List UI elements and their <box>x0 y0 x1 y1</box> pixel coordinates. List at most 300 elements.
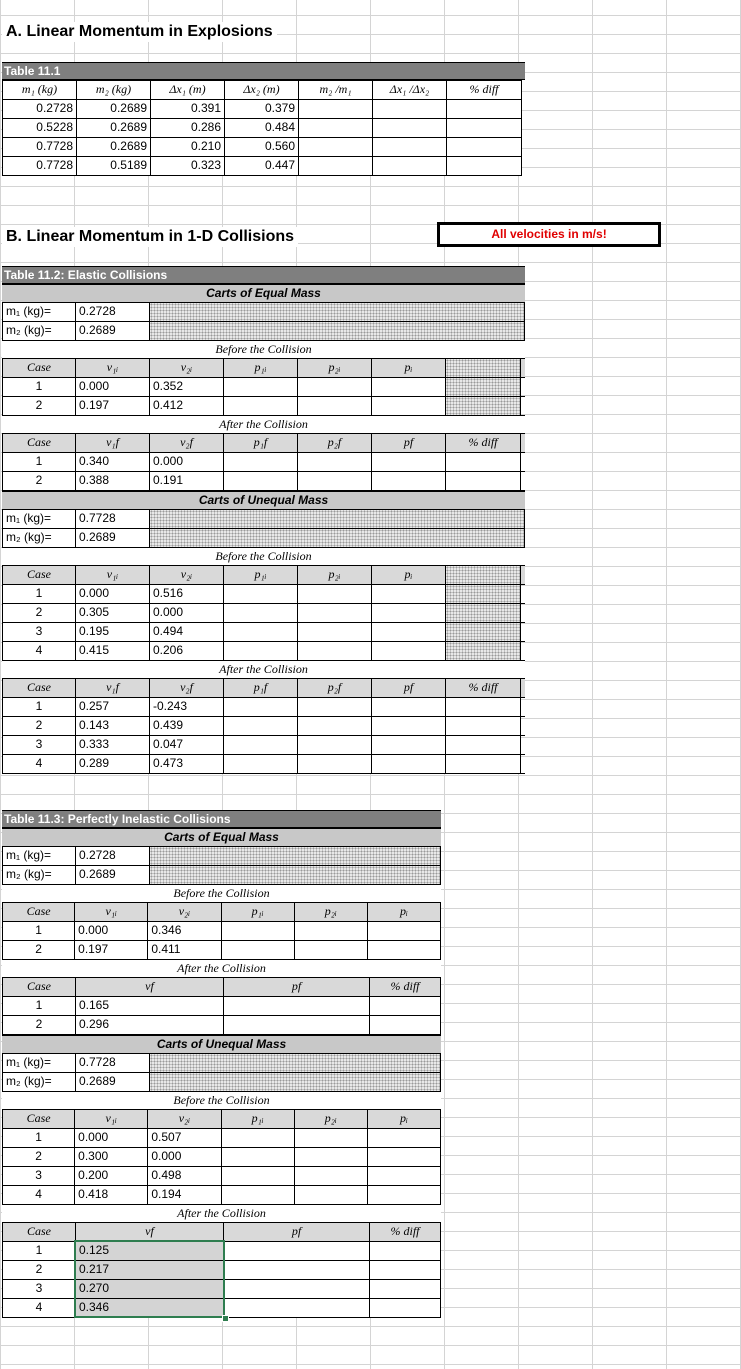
header-cell[interactable]: % diff <box>446 434 521 452</box>
empty-cell[interactable] <box>224 453 298 471</box>
mass-row <box>2 529 525 548</box>
empty-cell[interactable] <box>298 623 372 641</box>
data-cell[interactable]: 0.5189 <box>77 157 151 175</box>
empty-cell[interactable] <box>370 1016 441 1034</box>
case-cell[interactable]: 3 <box>2 1167 75 1185</box>
header-cell[interactable]: v₁ᵢ <box>76 359 150 377</box>
case-cell[interactable]: 4 <box>2 1299 76 1317</box>
data-cell[interactable]: 0.498 <box>148 1167 221 1185</box>
header-cell[interactable]: % diff <box>446 679 521 697</box>
hatched-cell <box>150 510 525 528</box>
empty-cell[interactable] <box>447 138 522 156</box>
after-collision-title: After the Collision <box>2 1205 441 1222</box>
data-cell[interactable]: 0.000 <box>148 1148 221 1166</box>
data-cell[interactable]: 0.7728 <box>3 138 77 156</box>
empty-cell[interactable] <box>372 378 446 396</box>
data-cell[interactable]: 0.439 <box>150 717 224 735</box>
empty-cell[interactable] <box>298 698 372 716</box>
data-cell[interactable]: 0.473 <box>150 755 224 773</box>
mass-label: m₁ (kg)= <box>2 303 76 321</box>
empty-cell[interactable] <box>372 623 446 641</box>
header-cell[interactable]: p₂ᵢ <box>295 903 368 921</box>
data-cell[interactable]: 0.305 <box>76 604 150 622</box>
empty-cell[interactable] <box>370 1261 441 1279</box>
empty-cell[interactable] <box>295 1148 368 1166</box>
data-cell[interactable]: 0.000 <box>76 378 150 396</box>
data-cell[interactable]: 0.516 <box>150 585 224 603</box>
mass-value[interactable]: 0.2728 <box>76 847 150 865</box>
header-cell[interactable]: p₁f <box>224 434 298 452</box>
empty-cell[interactable] <box>447 157 522 175</box>
hatched-cell <box>150 303 525 321</box>
mass-label: m₁ (kg)= <box>2 847 76 865</box>
case-cell[interactable]: 3 <box>2 736 76 754</box>
data-cell[interactable]: 0.195 <box>76 623 150 641</box>
header-cell[interactable]: m₁ (kg) <box>3 81 77 99</box>
header-cell[interactable]: vf <box>76 978 224 996</box>
mass-row <box>2 847 441 866</box>
data-cell[interactable]: 0.206 <box>150 642 224 660</box>
header-cell[interactable]: % diff <box>370 1223 441 1241</box>
hatched-cell <box>150 322 525 340</box>
empty-cell[interactable] <box>222 1186 295 1204</box>
table-row <box>2 997 441 1016</box>
table-row <box>3 100 522 119</box>
before-collision-title: Before the Collision <box>2 341 525 358</box>
data-cell[interactable]: 0.340 <box>76 453 150 471</box>
table-11-1 <box>2 80 522 176</box>
table-row <box>2 922 441 941</box>
data-cell[interactable]: 0.047 <box>150 736 224 754</box>
header-cell[interactable]: Case <box>2 679 76 697</box>
empty-cell[interactable] <box>368 922 441 940</box>
hatched-cell[interactable] <box>446 397 521 415</box>
header-cell[interactable]: Case <box>2 434 76 452</box>
empty-cell[interactable] <box>224 378 298 396</box>
empty-cell[interactable] <box>295 1167 368 1185</box>
before-collision-title: Before the Collision <box>2 1092 441 1109</box>
case-cell[interactable]: 2 <box>2 1148 75 1166</box>
data-cell[interactable]: 0.194 <box>148 1186 221 1204</box>
subsection-title: Carts of Unequal Mass <box>2 491 525 510</box>
header-cell[interactable]: v₂f <box>150 679 224 697</box>
header-cell[interactable]: p₁ᵢ <box>222 1110 295 1128</box>
empty-cell[interactable] <box>299 138 373 156</box>
empty-cell[interactable] <box>447 119 522 137</box>
empty-cell[interactable] <box>373 100 447 118</box>
data-cell[interactable]: 0.257 <box>76 698 150 716</box>
case-cell[interactable]: 2 <box>2 1261 76 1279</box>
header-cell[interactable]: Δx₁ /Δx₂ <box>373 81 447 99</box>
hatched-cell <box>150 1054 441 1072</box>
empty-cell[interactable] <box>295 1129 368 1147</box>
header-cell[interactable]: v₁ᵢ <box>76 566 150 584</box>
header-cell[interactable]: Case <box>2 1223 76 1241</box>
header-cell[interactable]: Case <box>2 903 75 921</box>
header-cell[interactable]: pf <box>372 679 446 697</box>
data-cell[interactable]: 0.323 <box>151 157 225 175</box>
hatched-cell[interactable] <box>446 623 521 641</box>
mass-label: m₁ (kg)= <box>2 1054 76 1072</box>
hatched-cell <box>150 1073 441 1091</box>
cell-selection-box[interactable] <box>74 1240 225 1318</box>
data-cell[interactable]: 0.507 <box>148 1129 221 1147</box>
empty-cell[interactable] <box>372 736 446 754</box>
hatched-cell[interactable] <box>446 604 521 622</box>
table-row <box>2 1167 441 1186</box>
table-row <box>2 1016 441 1035</box>
empty-cell[interactable] <box>373 157 447 175</box>
empty-cell[interactable] <box>370 997 441 1015</box>
case-cell[interactable]: 3 <box>2 623 76 641</box>
case-cell[interactable]: 2 <box>2 717 76 735</box>
mass-value[interactable]: 0.2689 <box>76 1073 150 1091</box>
header-cell[interactable]: p₁ᵢ <box>222 903 295 921</box>
hatched-cell <box>150 866 441 884</box>
data-cell[interactable]: 0.447 <box>225 157 299 175</box>
header-cell[interactable]: p₁f <box>224 679 298 697</box>
mass-value[interactable]: 0.2728 <box>76 303 150 321</box>
data-cell[interactable]: 0.200 <box>75 1167 148 1185</box>
after-collision-title: After the Collision <box>2 416 525 433</box>
data-cell[interactable]: 0.391 <box>151 100 225 118</box>
mass-row <box>2 1054 441 1073</box>
selected-cell[interactable]: 0.346 <box>76 1299 224 1317</box>
empty-cell[interactable] <box>446 698 521 716</box>
data-cell[interactable]: 0.296 <box>76 1016 224 1034</box>
empty-cell[interactable] <box>368 1186 441 1204</box>
header-cell[interactable]: p₂ᵢ <box>298 566 372 584</box>
header-cell[interactable]: Case <box>2 978 76 996</box>
data-cell[interactable]: 0.000 <box>75 922 148 940</box>
mass-value[interactable]: 0.2689 <box>76 322 150 340</box>
after-header-row <box>2 977 441 997</box>
empty-cell[interactable] <box>224 1016 370 1034</box>
hatched-cell <box>150 529 525 547</box>
data-cell[interactable]: 0.352 <box>150 378 224 396</box>
empty-cell[interactable] <box>299 100 373 118</box>
empty-cell[interactable] <box>222 1167 295 1185</box>
header-cell[interactable]: m₂ /m₁ <box>299 81 373 99</box>
empty-cell[interactable] <box>224 717 298 735</box>
header-cell[interactable]: v₁ᵢ <box>75 903 148 921</box>
empty-cell[interactable] <box>446 717 521 735</box>
header-cell[interactable]: pᵢ <box>372 359 446 377</box>
empty-cell[interactable] <box>368 941 441 959</box>
data-cell[interactable]: 0.388 <box>76 472 150 490</box>
empty-cell[interactable] <box>295 941 368 959</box>
empty-cell[interactable] <box>224 1261 370 1279</box>
empty-cell[interactable] <box>224 585 298 603</box>
before-collision-title: Before the Collision <box>2 548 525 565</box>
header-cell[interactable]: pᵢ <box>372 566 446 584</box>
data-cell[interactable]: 0.2689 <box>77 100 151 118</box>
case-cell[interactable]: 2 <box>2 472 76 490</box>
header-cell[interactable]: v₂ᵢ <box>150 359 224 377</box>
header-cell[interactable]: % diff <box>370 978 441 996</box>
empty-cell[interactable] <box>370 1280 441 1298</box>
header-cell[interactable]: pf <box>372 434 446 452</box>
empty-cell[interactable] <box>298 397 372 415</box>
empty-cell[interactable] <box>370 1242 441 1260</box>
data-cell[interactable]: 0.000 <box>150 604 224 622</box>
table-row <box>2 604 525 623</box>
case-cell[interactable]: 1 <box>2 922 75 940</box>
empty-cell[interactable] <box>370 1299 441 1317</box>
case-cell[interactable]: 1 <box>2 997 76 1015</box>
data-cell[interactable]: 0.2689 <box>77 138 151 156</box>
empty-cell[interactable] <box>298 472 372 490</box>
empty-cell[interactable] <box>224 472 298 490</box>
empty-cell[interactable] <box>372 472 446 490</box>
empty-cell[interactable] <box>447 100 522 118</box>
empty-cell[interactable] <box>298 736 372 754</box>
data-cell[interactable]: 0.286 <box>151 119 225 137</box>
data-cell[interactable]: 0.418 <box>75 1186 148 1204</box>
case-cell[interactable]: 1 <box>2 1242 76 1260</box>
table-row <box>3 138 522 157</box>
data-cell[interactable]: 0.000 <box>75 1129 148 1147</box>
case-cell[interactable]: 2 <box>2 604 76 622</box>
header-cell[interactable]: v₂ᵢ <box>150 566 224 584</box>
data-cell[interactable]: 0.191 <box>150 472 224 490</box>
data-cell[interactable]: 0.143 <box>76 717 150 735</box>
empty-cell[interactable] <box>368 1129 441 1147</box>
mass-row <box>2 1073 441 1092</box>
case-cell[interactable]: 2 <box>2 1016 76 1034</box>
table-row <box>3 119 522 138</box>
table-row <box>2 717 525 736</box>
before-header-row <box>2 1109 441 1129</box>
data-cell[interactable]: 0.300 <box>75 1148 148 1166</box>
header-cell[interactable]: pᵢ <box>368 1110 441 1128</box>
data-cell[interactable]: 0.197 <box>75 941 148 959</box>
case-cell[interactable]: 4 <box>2 755 76 773</box>
empty-cell[interactable] <box>372 453 446 471</box>
table-row <box>2 1129 441 1148</box>
table-row <box>2 397 525 416</box>
empty-cell[interactable] <box>298 755 372 773</box>
empty-cell[interactable] <box>299 119 373 137</box>
empty-cell[interactable] <box>372 397 446 415</box>
fill-handle[interactable] <box>222 1315 229 1322</box>
section-a-title: A. Linear Momentum in Explosions <box>2 22 277 42</box>
data-cell[interactable]: 0.7728 <box>3 157 77 175</box>
table-11-1-title: Table 11.1 <box>2 62 525 80</box>
empty-cell[interactable] <box>224 1242 370 1260</box>
table-row <box>2 378 525 397</box>
empty-cell[interactable] <box>224 623 298 641</box>
header-cell[interactable]: p₂ᵢ <box>295 1110 368 1128</box>
empty-cell[interactable] <box>224 397 298 415</box>
header-cell[interactable]: pf <box>224 1223 370 1241</box>
before-header-row <box>2 565 525 585</box>
empty-cell[interactable] <box>373 138 447 156</box>
data-cell[interactable]: 0.197 <box>76 397 150 415</box>
table-row <box>2 642 525 661</box>
header-cell[interactable]: % diff <box>447 81 522 99</box>
empty-cell[interactable] <box>224 755 298 773</box>
selected-cell[interactable]: 0.125 <box>76 1242 224 1260</box>
empty-cell[interactable] <box>224 997 370 1015</box>
empty-cell[interactable] <box>368 1167 441 1185</box>
empty-cell[interactable] <box>373 119 447 137</box>
hatched-cell[interactable] <box>446 566 521 584</box>
mass-value[interactable]: 0.2689 <box>76 866 150 884</box>
empty-cell[interactable] <box>295 922 368 940</box>
empty-cell[interactable] <box>295 1186 368 1204</box>
empty-cell[interactable] <box>372 717 446 735</box>
velocity-units-note[interactable]: All velocities in m/s! <box>437 222 661 247</box>
table-row <box>2 623 525 642</box>
after-collision-title: After the Collision <box>2 661 525 678</box>
header-cell[interactable]: Δx₁ (m) <box>151 81 225 99</box>
hatched-cell[interactable] <box>446 642 521 660</box>
case-cell[interactable]: 1 <box>2 698 76 716</box>
subsection-title: Carts of Equal Mass <box>2 828 441 847</box>
mass-label: m₂ (kg)= <box>2 1073 76 1091</box>
after-collision-title: After the Collision <box>2 960 441 977</box>
empty-cell[interactable] <box>222 1148 295 1166</box>
data-cell[interactable]: 0.2689 <box>77 119 151 137</box>
data-cell[interactable]: -0.243 <box>150 698 224 716</box>
selected-cell[interactable]: 0.217 <box>76 1261 224 1279</box>
empty-cell[interactable] <box>298 604 372 622</box>
header-cell[interactable]: m₂ (kg) <box>77 81 151 99</box>
data-cell[interactable]: 0.000 <box>150 453 224 471</box>
header-cell[interactable]: pᵢ <box>368 903 441 921</box>
empty-cell[interactable] <box>222 1129 295 1147</box>
data-cell[interactable]: 0.415 <box>76 642 150 660</box>
mass-row <box>2 303 525 322</box>
data-cell[interactable]: 0.412 <box>150 397 224 415</box>
before-header-row <box>2 358 525 378</box>
empty-cell[interactable] <box>368 1148 441 1166</box>
data-cell[interactable]: 0.484 <box>225 119 299 137</box>
mass-row <box>2 322 525 341</box>
case-cell[interactable]: 2 <box>2 941 75 959</box>
header-cell[interactable]: v₂ᵢ <box>148 1110 221 1128</box>
case-cell[interactable]: 1 <box>2 378 76 396</box>
empty-cell[interactable] <box>372 755 446 773</box>
data-cell[interactable]: 0.333 <box>76 736 150 754</box>
empty-cell[interactable] <box>224 698 298 716</box>
data-cell[interactable]: 0.346 <box>148 922 221 940</box>
empty-cell[interactable] <box>224 1280 370 1298</box>
empty-cell[interactable] <box>446 736 521 754</box>
empty-cell[interactable] <box>372 604 446 622</box>
hatched-cell[interactable] <box>446 378 521 396</box>
mass-label: m₂ (kg)= <box>2 866 76 884</box>
data-cell[interactable]: 0.165 <box>76 997 224 1015</box>
table-row <box>2 453 525 472</box>
case-cell[interactable]: 4 <box>2 642 76 660</box>
mass-value[interactable]: 0.7728 <box>76 1054 150 1072</box>
empty-cell[interactable] <box>299 157 373 175</box>
case-cell[interactable]: 3 <box>2 1280 76 1298</box>
mass-label: m₁ (kg)= <box>2 510 76 528</box>
data-cell[interactable]: 0.289 <box>76 755 150 773</box>
empty-cell[interactable] <box>446 472 521 490</box>
empty-cell[interactable] <box>222 941 295 959</box>
case-cell[interactable]: 2 <box>2 397 76 415</box>
header-cell[interactable]: v₁f <box>76 679 150 697</box>
empty-cell[interactable] <box>224 604 298 622</box>
empty-cell[interactable] <box>222 922 295 940</box>
header-cell[interactable]: Case <box>2 1110 75 1128</box>
header-cell[interactable]: v₂f <box>150 434 224 452</box>
header-cell[interactable]: v₁f <box>76 434 150 452</box>
header-cell[interactable]: pf <box>224 978 370 996</box>
mass-value[interactable]: 0.7728 <box>76 510 150 528</box>
empty-cell[interactable] <box>298 585 372 603</box>
table-row <box>2 585 525 604</box>
after-header-row <box>2 678 525 698</box>
data-cell[interactable]: 0.494 <box>150 623 224 641</box>
header-cell[interactable]: v₁ᵢ <box>75 1110 148 1128</box>
empty-cell[interactable] <box>372 698 446 716</box>
header-cell[interactable]: p₂f <box>298 679 372 697</box>
table-11-3-title: Table 11.3: Perfectly Inelastic Collisions <box>2 810 441 828</box>
mass-label: m₂ (kg)= <box>2 529 76 547</box>
case-cell[interactable]: 1 <box>2 453 76 471</box>
empty-cell[interactable] <box>446 453 521 471</box>
data-cell[interactable]: 0.379 <box>225 100 299 118</box>
subsection-title: Carts of Unequal Mass <box>2 1035 441 1054</box>
case-cell[interactable]: 1 <box>2 1129 75 1147</box>
before-header-row <box>2 902 441 922</box>
empty-cell[interactable] <box>372 585 446 603</box>
after-header-row <box>2 433 525 453</box>
mass-row <box>2 866 441 885</box>
empty-cell[interactable] <box>446 755 521 773</box>
header-cell[interactable]: Case <box>2 566 76 584</box>
table-row <box>2 941 441 960</box>
empty-cell[interactable] <box>372 642 446 660</box>
header-cell[interactable]: vf <box>76 1223 224 1241</box>
data-cell[interactable]: 0.5228 <box>3 119 77 137</box>
hatched-cell[interactable] <box>446 585 521 603</box>
data-cell[interactable]: 0.000 <box>76 585 150 603</box>
hatched-cell[interactable] <box>446 359 521 377</box>
case-cell[interactable]: 4 <box>2 1186 75 1204</box>
empty-cell[interactable] <box>298 642 372 660</box>
header-cell[interactable]: p₂ᵢ <box>298 359 372 377</box>
selected-cell[interactable]: 0.270 <box>76 1280 224 1298</box>
empty-cell[interactable] <box>298 378 372 396</box>
header-cell[interactable]: Δx₂ (m) <box>225 81 299 99</box>
case-cell[interactable]: 1 <box>2 585 76 603</box>
data-cell[interactable]: 0.210 <box>151 138 225 156</box>
empty-cell[interactable] <box>298 717 372 735</box>
mass-value[interactable]: 0.2689 <box>76 529 150 547</box>
header-cell[interactable]: Case <box>2 359 76 377</box>
header-cell[interactable]: v₂ᵢ <box>148 903 221 921</box>
empty-cell[interactable] <box>224 736 298 754</box>
empty-cell[interactable] <box>224 642 298 660</box>
table-row <box>2 1148 441 1167</box>
data-cell[interactable]: 0.560 <box>225 138 299 156</box>
empty-cell[interactable] <box>224 1299 370 1317</box>
header-cell[interactable]: p₁ᵢ <box>224 359 298 377</box>
table-header-row <box>3 81 522 100</box>
header-cell[interactable]: p₁ᵢ <box>224 566 298 584</box>
data-cell[interactable]: 0.2728 <box>3 100 77 118</box>
empty-cell[interactable] <box>298 453 372 471</box>
section-b-title: B. Linear Momentum in 1-D Collisions <box>2 227 298 247</box>
header-cell[interactable]: p₂f <box>298 434 372 452</box>
data-cell[interactable]: 0.411 <box>148 941 221 959</box>
